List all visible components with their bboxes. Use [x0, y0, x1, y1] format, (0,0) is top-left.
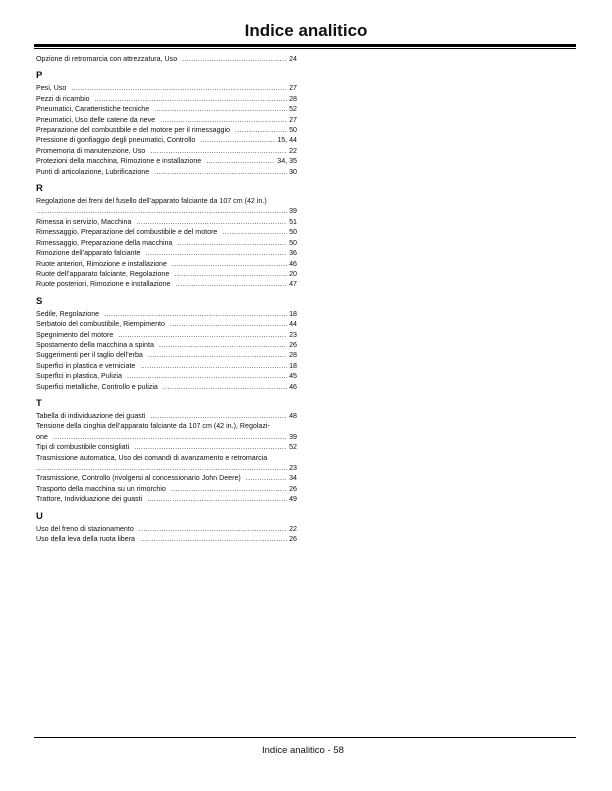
index-entry-page: 18: [289, 361, 297, 370]
index-entry: [36, 484, 297, 494]
leader-dots: [154, 104, 287, 114]
index-entry-multiline: [36, 421, 297, 442]
index-entry-page: 27: [289, 115, 297, 124]
header-rule: [34, 44, 576, 47]
index-entry-text: Protezioni della macchina, Rimozione e installazione: [36, 157, 202, 166]
index-entry-text-cont: one: [36, 432, 48, 441]
index-entry: [36, 473, 297, 483]
index-entry-text: Pezzi di ricambio: [36, 94, 90, 103]
index-entry-text: Opzione di retromarcia con attrezzatura, Uso: [36, 55, 178, 63]
leader-dots: [171, 484, 287, 494]
index-entry-text: Preparazione del combustibile e del motore per il rimessaggio: [36, 126, 230, 135]
index-entry-multiline: [36, 453, 297, 474]
index-entry-page: 44: [289, 320, 297, 329]
leader-dots: [147, 494, 287, 504]
index-entry-text: Punti di articolazione, Lubrificazione: [36, 167, 150, 176]
index-entry-text: Pressione di gonfiaggio degli pneumatici, Controllo: [36, 136, 196, 145]
index-entry-text: Uso del freno di stazionamento: [36, 524, 134, 533]
index-entry: [36, 319, 297, 329]
leader-dots: [159, 340, 287, 350]
index-entry-text: Ruote posteriori, Rimozione e installazione: [36, 280, 171, 289]
index-entry-page: 26: [289, 535, 297, 544]
leader-dots: [182, 54, 287, 64]
index-entry-text: Spostamento della macchina a spinta: [36, 340, 154, 349]
index-entry-page: 48: [289, 411, 297, 420]
leader-dots: [150, 411, 287, 421]
index-entry: [36, 309, 297, 319]
leader-dots: [160, 115, 287, 125]
index-entry: [36, 371, 297, 381]
header-rule-thin: [34, 48, 576, 49]
leader-dots: [222, 227, 287, 237]
page-title: Indice analitico: [244, 21, 368, 40]
index-entry: [36, 135, 297, 145]
leader-dots: [118, 330, 287, 340]
section-letter: U: [36, 510, 43, 522]
leader-dots: [146, 248, 288, 258]
index-entry: [36, 94, 297, 104]
index-entry-page: 34, 35: [277, 157, 297, 166]
index-entry-page: 26: [289, 484, 297, 493]
index-entry-page: 34: [289, 474, 297, 483]
index-entry: [36, 217, 297, 227]
index-entry: [36, 238, 297, 248]
footer-rule: [34, 737, 576, 738]
index-entry-page: 39: [289, 207, 297, 216]
leader-dots: [95, 94, 287, 104]
index-entry-text: Suggerimenti per il taglio dell’erba: [36, 351, 143, 360]
index-entry-continuation: [36, 206, 297, 216]
index-entry: [36, 524, 297, 534]
index-entry-page: 50: [289, 238, 297, 247]
index-entry-text: Pesi, Uso: [36, 84, 67, 93]
index-entry: [36, 350, 297, 360]
leader-dots: [150, 146, 287, 156]
index-entry-multiline: [36, 196, 297, 217]
leader-dots: [170, 319, 287, 329]
page-footer: Indice analitico - 58: [262, 745, 344, 756]
leader-dots: [36, 206, 287, 216]
index-entry-text: Rimessa in servizio, Macchina: [36, 217, 132, 226]
index-entry: [36, 146, 297, 156]
index-entry-page: 23: [289, 330, 297, 339]
index-entry-page: 51: [289, 217, 297, 226]
index-entry-page: 39: [289, 432, 297, 441]
index-entry-page: 20: [289, 269, 297, 278]
index-entry: [36, 125, 297, 135]
index-entry-text: Rimessaggio, Preparazione della macchina: [36, 238, 173, 247]
section-letter: P: [36, 70, 43, 82]
leader-dots: [163, 382, 287, 392]
leader-dots: [148, 350, 287, 360]
index-entry-text: Superfici metalliche, Controllo e pulizia: [36, 382, 158, 391]
index-entry-text: Trattore, Individuazione dei guasti: [36, 495, 143, 504]
index-entry-page: 49: [289, 495, 297, 504]
index-entry: [36, 54, 297, 64]
leader-dots: [104, 309, 287, 319]
index-entry-text: Uso della leva della ruota libera: [36, 535, 135, 544]
leader-dots: [174, 269, 287, 279]
index-entry-text: Superfici in plastica, Pulizia: [36, 372, 122, 381]
index-entry-page: 45: [289, 372, 297, 381]
index-entry-page: 46: [289, 382, 297, 391]
index-entry-page: 50: [289, 228, 297, 237]
leader-dots: [139, 524, 287, 534]
index-entry-page: 28: [289, 351, 297, 360]
index-entry: [36, 330, 297, 340]
index-entry-continuation: [36, 463, 297, 473]
index-entry-text: Superfici in plastica e verniciate: [36, 361, 136, 370]
index-entry: [36, 382, 297, 392]
index-entry-page: 27: [289, 84, 297, 93]
index-entry-page: 52: [289, 105, 297, 114]
leader-dots: [136, 217, 287, 227]
index-entry: [36, 442, 297, 452]
index-entry-text: Pneumatici, Caratteristiche tecniche: [36, 105, 150, 114]
leader-dots: [175, 279, 287, 289]
index-entry-text: Rimessaggio, Preparazione del combustibile e del motore: [36, 228, 218, 237]
leader-dots: [177, 238, 287, 248]
index-entry: [36, 156, 297, 166]
index-entry-page: 28: [289, 94, 297, 103]
leader-dots: [246, 473, 287, 483]
leader-dots: [154, 167, 287, 177]
index-entry-text: Trasmissione automatica, Uso dei comandi di avanzamento e retromarcia: [36, 453, 268, 462]
section-letter: T: [36, 397, 42, 409]
index-entry: [36, 248, 297, 258]
index-entry-page: 26: [289, 340, 297, 349]
index-entry: [36, 411, 297, 421]
leader-dots: [71, 83, 287, 93]
index-entry: [36, 259, 297, 269]
section-letter: S: [36, 295, 43, 307]
section-letter: R: [36, 183, 43, 195]
index-entry-text: Tensione della cinghia dell’apparato falciante da 107 cm (42 in.), Regolazi-: [36, 422, 270, 431]
leader-dots: [235, 125, 287, 135]
index-entry-page: 30: [289, 167, 297, 176]
leader-dots: [140, 534, 287, 544]
index-entry: [36, 115, 297, 125]
index-entry-text: Promemoria di manutenzione, Uso: [36, 146, 146, 155]
index-entry: [36, 340, 297, 350]
index-entry-page: 15, 44: [277, 136, 297, 145]
index-entry-text: Ruote dell’apparato falciante, Regolazione: [36, 269, 170, 278]
index-entry-text: Pneumatici, Uso delle catene da neve: [36, 115, 156, 124]
index-entry-text: Regolazione dei freni del fusello dell’apparato falciante da 107 cm (42 in.): [36, 197, 267, 206]
index-entry: [36, 361, 297, 371]
index-entry-text: Tabella di individuazione dei guasti: [36, 411, 146, 420]
index-entry: [36, 104, 297, 114]
index-entry-text: Tipi di combustibile consigliati: [36, 443, 130, 452]
index-entry-page: 52: [289, 443, 297, 452]
leader-dots: [36, 463, 287, 473]
index-entry-page: 22: [289, 524, 297, 533]
index-entry: [36, 279, 297, 289]
index-entry-page: 50: [289, 126, 297, 135]
leader-dots: [134, 442, 287, 452]
index-entry-text: Ruote anteriori, Rimozione e installazione: [36, 259, 167, 268]
index-entry-text: Rimozione dell’apparato falciante: [36, 249, 141, 258]
index-entry-page: 23: [289, 464, 297, 472]
index-entry-page: 46: [289, 259, 297, 268]
leader-dots: [200, 135, 275, 145]
index-entry-page: 18: [289, 309, 297, 318]
index-entry: [36, 83, 297, 93]
index-entry: [36, 167, 297, 177]
leader-dots: [172, 259, 287, 269]
index-entry-text: Serbatoio del combustibile, Riempimento: [36, 320, 165, 329]
index-entry: [36, 534, 297, 544]
index-entry: [36, 269, 297, 279]
index-column: [36, 54, 297, 544]
leader-dots: [140, 361, 287, 371]
index-entry-page: 22: [289, 146, 297, 155]
leader-dots: [53, 432, 287, 442]
leader-dots: [127, 371, 287, 381]
leader-dots: [206, 156, 275, 166]
index-entry-page: 24: [289, 55, 297, 63]
index-entry-text: Spegnimento del motore: [36, 330, 114, 339]
index-entry-text: Trasporto della macchina su un rimorchio: [36, 484, 166, 493]
index-entry-page: 47: [289, 280, 297, 289]
index-entry-page: 36: [289, 249, 297, 258]
index-entry: [36, 494, 297, 504]
index-entry-text: Sedile, Regolazione: [36, 309, 100, 318]
index-entry: [36, 227, 297, 237]
index-entry-continuation: [36, 432, 297, 442]
index-entry-text: Trasmissione, Controllo (rivolgersi al concessionario John Deere): [36, 474, 241, 483]
